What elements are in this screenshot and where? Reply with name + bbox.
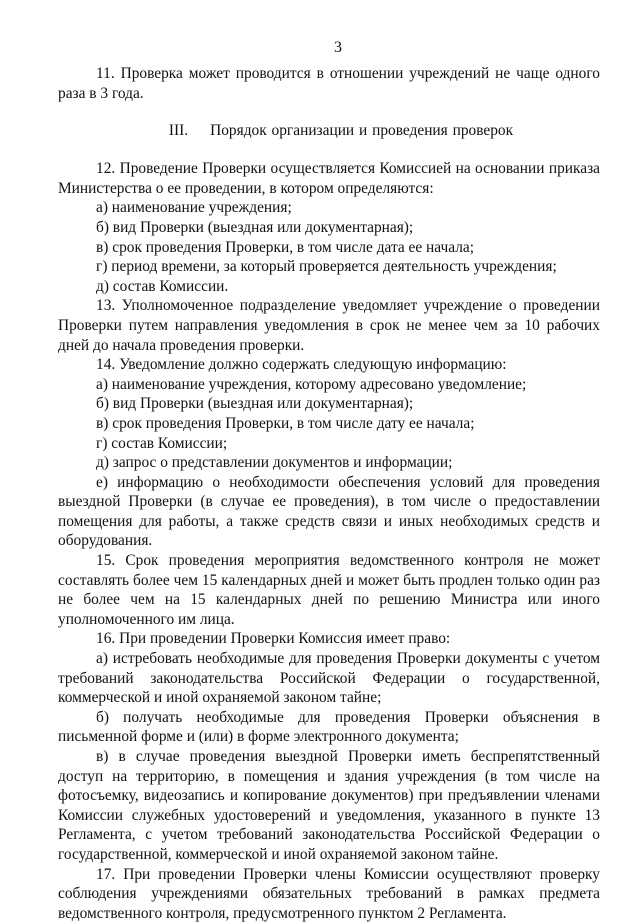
list-item: б) вид Проверки (выездная или документарная);	[96, 395, 414, 413]
list-item: г) состав Комиссии;	[96, 434, 228, 452]
paragraph-11: 11. Проверка может проводится в отношении учреждений не чаще одного раза в 3 года.	[58, 65, 600, 102]
page-number: 3	[334, 39, 342, 56]
section-heading	[58, 121, 600, 141]
list-item: г) период времени, за который проверяется деятельность учреждения;	[96, 258, 557, 276]
list-item: б) получать необходимые для проведения Проверки объяснения в письменной форме и (или) в форме электронного документа;	[58, 708, 600, 746]
section-title: Порядок организации и проведения проверок	[210, 122, 514, 140]
list-item: в) срок проведения Проверки, в том числе дата ее начала;	[96, 238, 475, 256]
list-item: в) в случае проведения выездной Проверки иметь беспрепятственный доступ на территорию, в помещения и здания учреждения (в том числе на фотосъемку, видеозапись и копирование документов) при предъявлении членами Комиссии служебных удостоверений и уведомления, указанного в пункте 13 Регламента, с учетом требований законодательства Российской Федерации о государственной, коммерческой и иной охраняемой законом тайне.	[58, 748, 600, 863]
list-item: а) истребовать необходимые для проведения Проверки документы с учетом требований законодательства Российской Федерации о государственной, коммерческой и иной охраняемой законом тайне;	[58, 650, 600, 707]
list-item: д) запрос о представлении документов и информации;	[96, 454, 453, 472]
section-number: III.	[168, 122, 189, 140]
paragraph-15: 15. Срок проведения мероприятия ведомственного контроля не может составлять более чем 15 календарных дней и может быть продлен только один раз не более чем на 15 календарных дней по решению Министра или иного уполномоченного им лица.	[58, 552, 600, 628]
list-item: б) вид Проверки (выездная или документарная);	[96, 218, 414, 236]
paragraph-16-intro: 16. При проведении Проверки Комиссия имеет право:	[96, 630, 451, 648]
paragraph-12-intro: 12. Проведение Проверки осуществляется Комиссией на основании приказа Министерства о ее проведении, в котором определяются:	[58, 160, 600, 197]
list-item: а) наименование учреждения, которому адресовано уведомление;	[96, 375, 527, 393]
paragraph-13: 13. Уполномоченное подразделение уведомляет учреждение о проведении Проверки путем направления уведомления в срок не менее чем за 10 рабочих дней до начала проведения проверки.	[58, 297, 600, 354]
list-item: д) состав Комиссии.	[96, 277, 229, 295]
paragraph-14-intro: 14. Уведомление должно содержать следующую информацию:	[96, 356, 507, 374]
paragraph-17: 17. При проведении Проверки члены Комиссии осуществляют проверку соблюдения учреждениями обязательных требований в рамках предмета ведомственного контроля, предусмотренного пунктом 2 Регламента.	[58, 865, 600, 922]
list-item: а) наименование учреждения;	[96, 199, 292, 217]
list-item: в) срок проведения Проверки, в том числе дату ее начала;	[96, 414, 475, 432]
list-item: е) информацию о необходимости обеспечения условий для проведения выездной Проверки (в случае ее проведения), в том числе о предоставлении помещения для работы, а также средств связи и иных необходимых средств и оборудования.	[58, 473, 600, 550]
